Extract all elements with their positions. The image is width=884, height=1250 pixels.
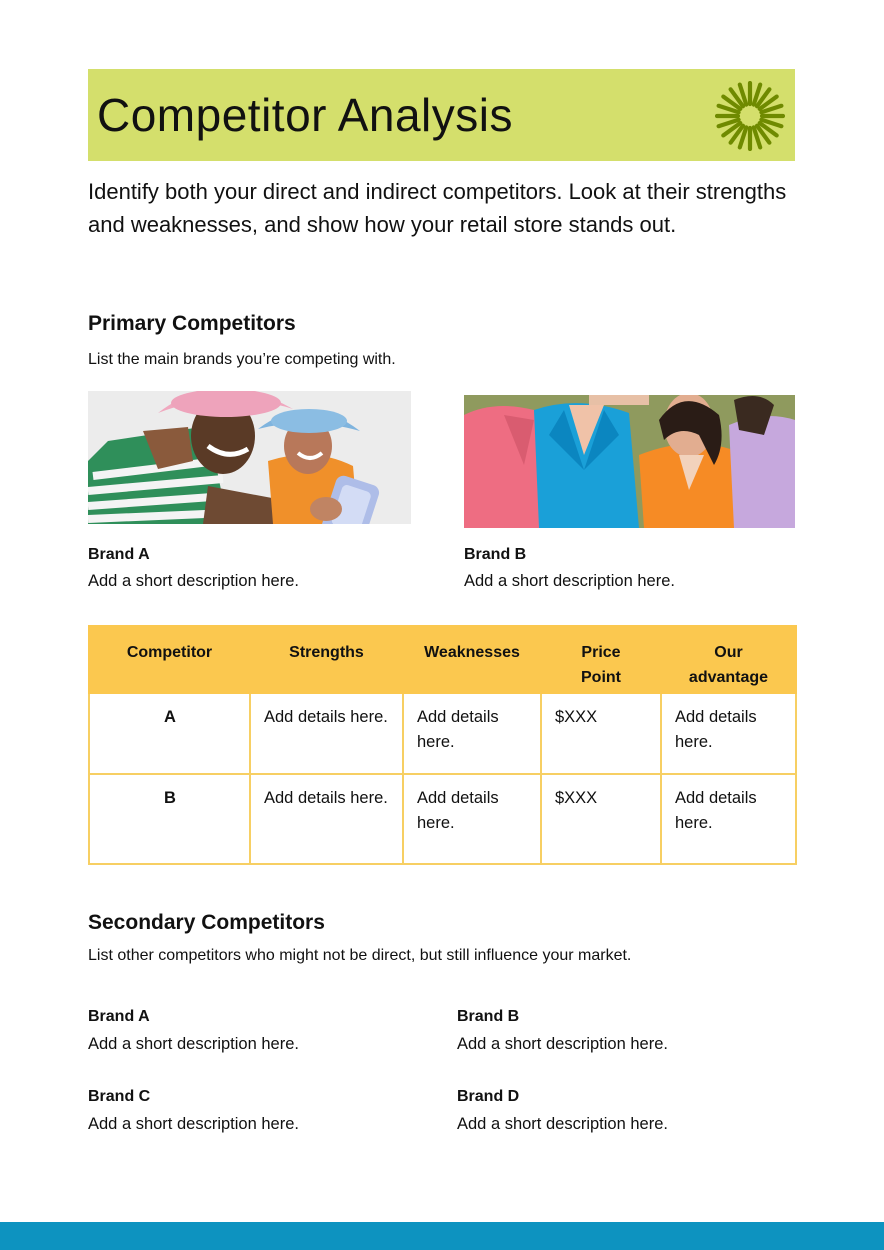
cell-strengths: Add details here. [250,774,403,864]
primary-subtitle: List the main brands you’re competing with. [88,351,396,368]
secondary-brand-c-desc: Add a short description here. [88,1115,299,1133]
page-title: Competitor Analysis [97,89,513,141]
primary-brand-a-desc: Add a short description here. [88,572,299,590]
col-header-our-advantage: Our advantage [661,626,796,693]
brand-b-photo [464,395,795,528]
col-header-weaknesses: Weaknesses [403,626,541,693]
col-header-price-point: Price Point [541,626,661,693]
brand-a-photo [88,391,411,524]
cell-weaknesses: Add details here. [403,693,541,774]
cell-our-advantage: Add details here. [661,774,796,864]
secondary-heading: Secondary Competitors [88,911,325,934]
cell-competitor: B [89,774,250,864]
cell-competitor: A [89,693,250,774]
secondary-brand-d-name: Brand D [457,1088,520,1105]
secondary-brand-a-name: Brand A [88,1008,150,1025]
primary-brand-a-name: Brand A [88,546,150,563]
secondary-brand-c-name: Brand C [88,1088,151,1105]
title-banner [88,69,795,161]
col-header-competitor: Competitor [89,626,250,693]
table-row [89,774,796,864]
table-row [89,693,796,774]
cell-strengths: Add details here. [250,693,403,774]
col-header-strengths: Strengths [250,626,403,693]
primary-heading: Primary Competitors [88,312,296,335]
secondary-brand-b-name: Brand B [457,1008,520,1025]
secondary-brand-b-desc: Add a short description here. [457,1035,668,1053]
secondary-subtitle: List other competitors who might not be direct, but still influence your market. [88,947,632,964]
secondary-brand-d-desc: Add a short description here. [457,1115,668,1133]
footer-bar [0,1222,884,1250]
secondary-brand-a-desc: Add a short description here. [88,1035,299,1053]
competitor-table [88,625,797,865]
cell-price-point: $XXX [541,774,661,864]
sun-icon [715,81,785,151]
cell-our-advantage: Add details here. [661,693,796,774]
table-header-row [89,626,796,693]
primary-brand-b-desc: Add a short description here. [464,572,675,590]
intro-text: Identify both your direct and indirect competitors. Look at their strengths and weaknesses, and show how your retail store stands out. [88,179,787,237]
cell-weaknesses: Add details here. [403,774,541,864]
cell-price-point: $XXX [541,693,661,774]
primary-brand-b-name: Brand B [464,546,527,563]
